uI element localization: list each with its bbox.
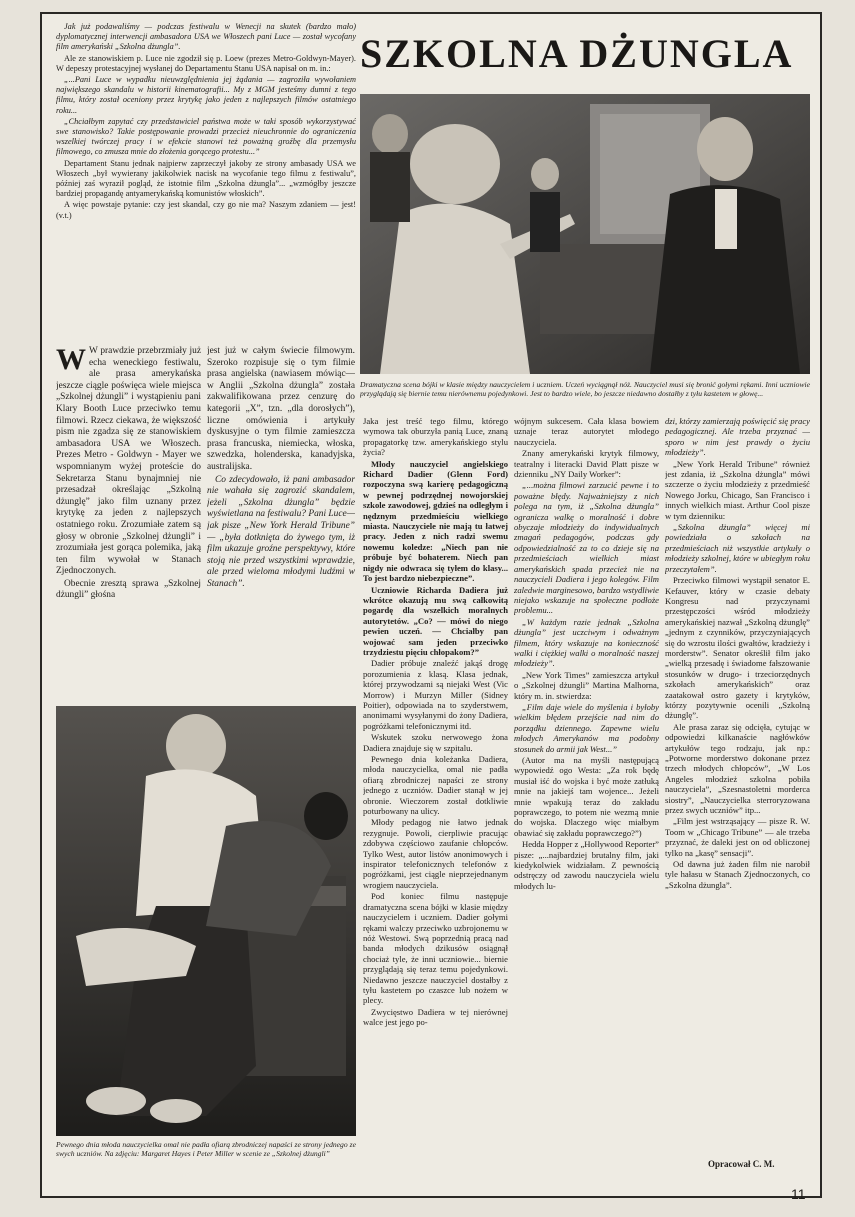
article-title: SZKOLNA DŻUNGLA xyxy=(360,31,794,76)
column-4-paragraph: „...można filmowi zarzucić pewne i to poważne błędy. Najważniejszy z nich polega na tym, iż „Szkolna dżungla” ogranicza walkę o moralność i dobre obyczaje młodzieży do indywidualnych zmagań pedagogów, podczas gdy odpowiedzialność za to co dzieje się na przedmieściach wielkich miast amerykańskich spada przecież nie na nauczycieli Dadiera i jego kolegów. Film zaledwie marginesowo, bardzo wstydliwie niejako wskazuje na społeczne podłoże problemu... xyxy=(514,480,659,616)
column-5-paragraph: „New York Herald Tribune” również jest zdania, iż „Szkolna dżungla” mówi szczerze o życiu młodzieży z przedmieść Nowego Jorku, Chicago, San Francisco i innych wielkich miast. Arthur Cool pisze w tym dzienniku: xyxy=(665,458,810,521)
column-2-paragraph: Co zdecydowało, iż pani ambasador nie wahała się zagrozić skandalem, jeżeli „Szkolna dżungla” będzie wyświetlana na festiwalu? Pani Luce—jak pisze „New York Herald Tribune” — „była dotknięta do żywego tym, iż film ukazuje groźne perspektywy, które stoją nie przed wszystkimi wprawdzie, ale przed wieloma młodymi ludźmi w Stanach”. xyxy=(207,474,355,589)
column-3-paragraph: Młody nauczyciel angielskiego Richard Dadier (Glenn Ford) rozpoczyna swą karierę pedagogiczną w pewnej podrzędnej nowojorskiej szkole zawodowej, gdzieś na odległym i nędznym przedmieściu wielkiego miasta. Nauczyciele nie mają tu łatwej pracy. Jeden z nich radzi swemu nowemu koledze: „Niech pan nie próbuje być bohaterem. Niech pan nigdy nie odwraca się tyłem do klasy... To jest bardzo niebezpieczne”. xyxy=(363,458,508,584)
column-3-paragraph: Dadier próbuje znaleźć jakąś drogę porozumienia z klasą. Klasa jednak, której przywodzami są niejaki West (Vic Morrow) i Murzyn Miller (Sidney Poitier), odpowiada na to szyderstwem, anonimami wysyłanymi do żony Dadiera, pogróżkami telefonicznymi itd. xyxy=(363,658,508,731)
column-5-paragraph: Od dawna już żaden film nie narobił tyle hałasu w Stanach Zjednoczonych, co „Szkolna dżungla”. xyxy=(665,859,810,890)
photo-teacher-attack-caption: Pewnego dnia młoda nauczycielka omal nie padła ofiarą zbrodniczej napaści ze strony jednego ze swych uczniów. Na zdjęciu: Margaret Hayes i Peter Miller w scenie ze „Szkolnej dżungli” xyxy=(56,1140,356,1159)
column-3-paragraph: Uczniowie Richarda Dadiera już wkrótce okazują mu swą całkowitą pogardę dla wszelkich moralnych autorytetów. „Co? — mówi do niego pewien uczeń. — Chciałby pan wojować sam jeden przeciwko trzydziestu pięciu chłopakom?” xyxy=(363,584,508,657)
intro-paragraph: Ale ze stanowiskiem p. Luce nie zgodził się p. Loew (prezes Metro-Goldwyn-Mayer). W depeszy protestacyjnej wysłanej do Departamentu Stanu USA napisał on m. in.: xyxy=(56,53,356,73)
column-4-paragraph: (Autor ma na myśli następującą wypowiedź ogo Westa: „Za rok będę musiał iść do wojska i być może zatłuką mnie na jakiejś tam wojence... Jeżeli mnie wpakują teraz do zakładu poprawczego, to potem nie wezmą mnie do wojska. Dlaczego więc miałbym obawiać się zakładu poprawczego?”) xyxy=(514,755,659,838)
column-3-paragraph: Zwycięstwo Dadiera w tej nierównej walce jest jego po- xyxy=(363,1006,508,1028)
photo-classroom-fight xyxy=(360,94,810,374)
intro-paragraph: „...Pani Luce w wypadku nieuwzględnienia jej żądania — zagroziła wywołaniem największego skandalu w historii kinematografii... My z MGM jesteśmy dumni z tego filmu, który został oceniony przez krytykę jako jeden z najlepszych filmów ostatniego roku... xyxy=(56,75,356,115)
intro-paragraph: A więc powstaje pytanie: czy jest skandal, czy go nie ma? Naszym zdaniem — jest! (v.t.) xyxy=(56,200,356,220)
magazine-page xyxy=(40,12,822,1198)
page-number: 11 xyxy=(791,1186,806,1202)
author-signature: Opracował C. M. xyxy=(708,1159,775,1169)
column-5-paragraph: Ale prasa zaraz się odcięła, cytując w odpowiedzi kilkanaście nagłówków artykułów tego rodzaju, jak np.: „Potworne morderstwo dokonane przez trzech młodych chłopców”, „W Los Angeles młodzież szkolna pobiła nauczyciela”, „Szesnastoletni morderca siostry”, „Nauczycielka sterroryzowana przez swych uczniów” itp... xyxy=(665,721,810,816)
column-3-paragraph: Jaka jest treść tego filmu, którego wymowa tak oburzyła panią Luce, znaną propagatorkę tzw. amerykańskiego stylu życia? xyxy=(363,416,508,458)
column-1-paragraph: Obecnie zresztą sprawa „Szkolnej dżungli” głośna xyxy=(56,578,201,601)
column-4-paragraph: „W każdym razie jednak „Szkolna dżungla” jest uczciwym i odważnym filmem, który wskazuje na konieczność walki i ciężkiej walki o moralność naszej młodzieży”. xyxy=(514,616,659,669)
column-5-paragraph: „Film jest wstrząsający — pisze R. W. Toom w „Chicago Tribune” — ale trzeba przyznać, że daleki jest on od obliczonej tylko na „kasę” sensacji”. xyxy=(665,816,810,858)
column-4 xyxy=(514,416,659,1186)
column-3-paragraph: Pewnego dnia koleżanka Dadiera, młoda nauczycielka, omal nie padła ofiarą zbrodniczej napaści ze strony jednego z uczniów. Dadier stanął w jej obronie. Wieczorem został dotkliwie poturbowany na ulicy. xyxy=(363,754,508,817)
photo-teacher-attack xyxy=(56,706,356,1136)
photo-classroom-fight-image xyxy=(360,94,810,374)
column-5-paragraph: dzi, którzy zamierzają poświęcić się pracy pedagogicznej. Ale trzeba przyznać — sporo w nim jest prawdy o życiu młodzieży”. xyxy=(665,416,810,458)
column-4-paragraph: „New York Times” zamieszcza artykuł o „Szkolnej dżungli” Martina Malhorna, który m. in. stwierdza: xyxy=(514,669,659,701)
column-1-paragraph: W W prawdzie przebrzmiały już echa weneckiego festiwalu, ale prasa amerykańska jeszcze ciągle poświęca wiele miejsca „Szkolnej dżungli” i wystąpieniu pani Klary Booth Luce przeciwko temu filmowi. Rzecz ciekawa, że większość pism nie zgadza się ze stanowiskiem ambasadora USA we Włoszech. Prezes Metro - Goldwyn - Mayer we wspomnianym wyżej proteście do Sekretarza Stanu bynajmniej nie przesadzał określając „Szkolną dżunglę” jako film uznany przez krytykę za jeden z najlepszych ostatniego roku. Zrozumiałe zatem są głosy w obronie „Szkolnej dżungli” i zrozumiała jest gorąca polemika, jaką ten film wywołał w Stanach Zjednoczonych. xyxy=(56,346,201,577)
column-5 xyxy=(665,416,810,1156)
column-3-paragraph: Pod koniec filmu następuje dramatyczna scena bójki w klasie między nauczycielem i uczniem. Dadier gołymi rękami walczy przeciwko uzbrojonemu w nóż Westowi. Swą poprzednią pracą nad banda młodych dzikusów osiągnął chociaż tyle, że inni uczniowie... biernie przyglądają się teraz temu pojedynkowi. Niedawno jeszcze nauczyciel dostałby z tyłu kastetem po czaszce lub nożem w plecy. xyxy=(363,891,508,1006)
column-5-paragraph: „Szkolna dżungla” więcej mi powiedziała o szkołach na przedmieściach niż wszystkie artykuły o młodzieży szkolnej, które w ubiegłym roku przeczytałem”. xyxy=(665,522,810,574)
photo-classroom-fight-caption: Dramatyczna scena bójki w klasie między nauczycielem i uczniem. Uczeń wyciągnął nóż. Nauczyciel musi się bronić gołymi rękami. Inni uczniowie przyglądają się biernie temu nierównemu pojedynkowi. Jest to bardzo wiele, bo jeszcze niedawno dostałby z tyłu kastetem w głowę... xyxy=(360,380,810,399)
column-1 xyxy=(56,346,201,702)
column-4-paragraph: wójnym sukcesem. Cała klasa bowiem uznaje teraz autorytet młodego nauczyciela. xyxy=(514,416,659,447)
column-3 xyxy=(363,416,508,1186)
intro-block xyxy=(56,22,356,344)
column-4-paragraph: Znany amerykański krytyk filmowy, teatralny i literacki David Platt pisze w dzienniku „NY Daily Worker”: xyxy=(514,448,659,480)
intro-paragraph: Jak już podawaliśmy — podczas festiwalu w Wenecji na skutek (bardzo mało) dyplomatycznej interwencji ambasadora USA we Włoszech pani Luce — został wycofany film amerykański „Szkolna dżungla”. xyxy=(56,22,356,52)
intro-paragraph: „Chciałbym zapytać czy przedstawiciel państwa może w taki sposób wykorzystywać swe stanowisko? Takie postępowanie prowadzi przecież nieuchronnie do ograniczenia wszelkiej twórczej pracy i w efekcie stanowi też poważną groźbę dla przemysłu filmowego, co zmusza mnie do złożenia gorącego protestu...” xyxy=(56,116,356,157)
column-4-paragraph: „Film daje wiele do myślenia i byłoby wielkim błędem przejście nad nim do porządku dziennego. Zapewne wielu młodych Amerykanów ma podobny stosunek do armii jak West...” xyxy=(514,701,659,754)
drop-cap: W xyxy=(56,346,86,376)
column-3-paragraph: Młody pedagog nie łatwo jednak rezygnuje. Powoli, cierpliwie pracując zdobywa częściowo zaufanie chłopców. Tylko West, autor listów anonimowych i inspirator telefonicznych telefonów z pogróżkami, jest ciągle nieprzejednanym wrogiem nauczyciela. xyxy=(363,817,508,890)
column-3-paragraph: Wskutek szoku nerwowego żona Dadiera znajduje się w szpitalu. xyxy=(363,732,508,753)
column-2-paragraph: jest już w całym świecie filmowym. Szeroko rozpisuje się o tym filmie prasa angielska (nawiasem mówiąc—w Anglii „Szkolna dżungla” została zakwalifikowana przez cenzurę do kategorii „X”, tzn. „dla dorosłych”), liczne omówienia i artykuły dyskusyjne o tym filmie zamieszcza prasa francuska, niemiecka, włoska, szwedzka, holenderska, kanadyjska, australijska. xyxy=(207,346,355,472)
intro-paragraph: Departament Stanu jednak najpierw zaprzeczył jakoby ze strony ambasady USA we Włoszech „był wywierany jakikolwiek nacisk na wycofanie tego filmu z festiwalu”, później zaś wyraził pogląd, że istotnie film „Szkolna dżungla”... „wzmógłby jeszcze bardziej propagandę antyamerykańską komunistów włoskich”. xyxy=(56,158,356,199)
photo-teacher-attack-image xyxy=(56,706,356,1136)
column-5-paragraph: Przeciwko filmowi wystąpił senator E. Kefauver, który w czasie debaty Kongresu nad przyczynami przestępczości wśród młodzieży amerykańskiej nazwał „Szkolną dżunglę” „jednym z czynników, przyczyniających się do wzrostu ilości gwałtów, kradzieży i morderstw”. Senator określił film jako „wielką przesadę i świadome fałszowanie stosunków w drugo- i trzeciorzędnych szkołach amerykańskich” oraz zaatakował ostro gazety i krytyków, którzy pozytywnie ocenili „Szkolną dżunglę”. xyxy=(665,575,810,721)
column-4-paragraph: Hedda Hopper z „Hollywood Reporter” pisze: „...najbardziej brutalny film, jaki kiedykolwiek widziałam. Z pewnością odstręczy od zawodu nauczyciela wielu młodych lu- xyxy=(514,839,659,891)
column-2 xyxy=(207,346,355,702)
